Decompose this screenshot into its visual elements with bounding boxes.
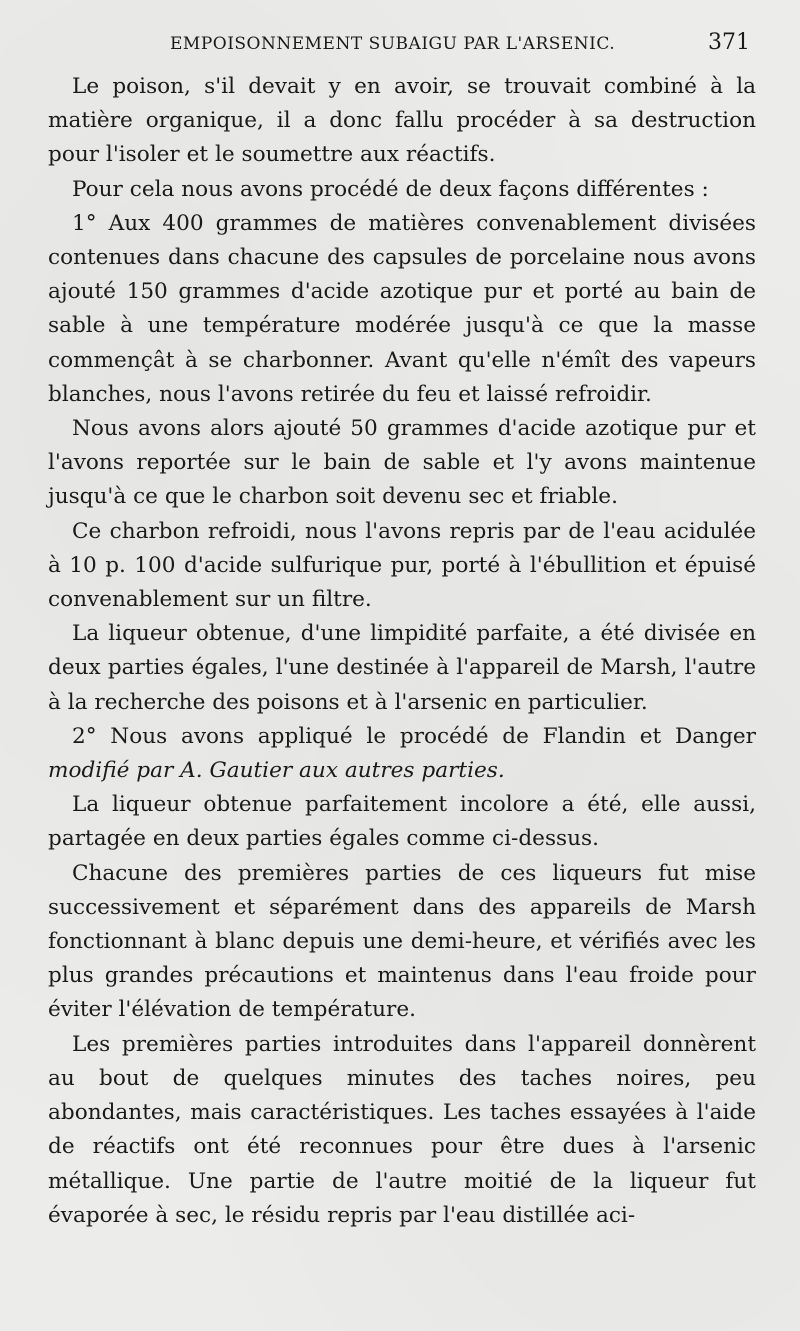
paragraph: 1° Aux 400 grammes de matières convenablement divisées contenues dans chacune des capsules de porcelaine nous avons ajouté 150 grammes d'acide azotique pur et porté au bain de sable à une température modérée jusqu'à ce que la masse commençât à se charbonner. Avant qu'elle n'émît des vapeurs blanches, nous l'avons retirée du feu et laissé refroidir. <box>48 210 756 407</box>
paragraph: Pour cela nous avons procédé de deux façons différentes : <box>72 176 709 202</box>
page-header <box>48 30 756 70</box>
running-head: EMPOISONNEMENT SUBAIGU PAR L'ARSENIC. <box>170 34 616 54</box>
paragraph: La liqueur obtenue parfaitement incolore a été, elle aussi, partagée en deux parties égales comme ci-dessus. <box>48 792 756 852</box>
paragraph: Les premières parties introduites dans l'appareil donnèrent au bout de quelques minutes des taches noires, peu abondantes, mais caractéristiques. Les taches essayées à l'aide de réactifs ont été reconnues pour être dues à l'arsenic métallique. Une partie de l'autre moitié de la liqueur fut évaporée à sec, le résidu repris par l'eau distillée aci- <box>48 1031 756 1228</box>
paragraph: La liqueur obtenue, d'une limpidité parfaite, a été divisée en deux parties égales, l'une destinée à l'appareil de Marsh, l'autre à la recherche des poisons et à l'arsenic en particulier. <box>48 621 756 715</box>
page-number: 371 <box>708 30 750 55</box>
paragraph: Nous avons alors ajouté 50 grammes d'acide azotique pur et l'avons reportée sur le bain de sable et l'y avons maintenue jusqu'à ce que le charbon soit devenu sec et friable. <box>48 416 756 510</box>
body-text <box>48 70 756 1233</box>
paragraph-lead: 2° Nous avons appliqué le procédé de Flandin et Danger <box>72 723 756 749</box>
paragraph: Le poison, s'il devait y en avoir, se trouvait combiné à la matière organique, il a donc fallu procéder à sa destruction pour l'isoler et le soumettre aux réactifs. <box>48 74 756 168</box>
paragraph: Ce charbon refroidi, nous l'avons repris par de l'eau acidulée à 10 p. 100 d'acide sulfurique pur, porté à l'ébullition et épuisé convenablement sur un filtre. <box>48 518 756 613</box>
paragraph: Chacune des premières parties de ces liqueurs fut mise successivement et séparément dans des appareils de Marsh fonctionnant à blanc depuis une demi-heure, et vérifiés avec les plus grandes précautions et maintenus dans l'eau froide pour éviter l'élévation de température. <box>48 860 756 1023</box>
paragraph <box>48 720 756 788</box>
paragraph-italic: modifié par A. Gautier aux autres parties. <box>48 758 505 784</box>
